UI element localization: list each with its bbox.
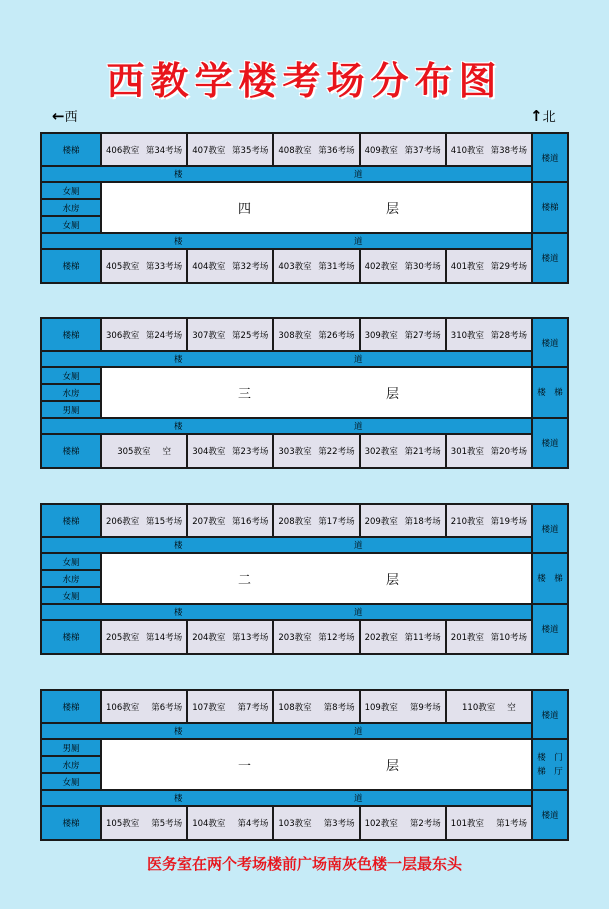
room-number: 404教室 [192, 262, 226, 272]
facility-label [41, 756, 101, 773]
facility-label [41, 587, 101, 604]
stairs-text: 楼梯 [62, 330, 80, 341]
footer-note: 医务室在两个考场楼前广场南灰色楼一层最东头 [146, 855, 462, 873]
stairs-label [532, 367, 568, 418]
exam-room-cell[interactable] [446, 249, 532, 283]
exam-number: 第28考场 [490, 330, 527, 341]
west-direction [52, 106, 78, 125]
stairs-text: 楼 梯 [537, 573, 563, 584]
exam-room-cell[interactable] [273, 249, 359, 283]
facility-text: 男厕 [62, 743, 80, 754]
facility-text: 女厕 [62, 220, 80, 231]
room-number: 304教室 [192, 447, 226, 457]
exam-number: 第36考场 [318, 145, 355, 156]
exam-number: 第11考场 [404, 633, 441, 643]
room-number: 206教室 [106, 516, 140, 527]
room-number: 104教室 [192, 819, 226, 829]
exam-number: 第37考场 [404, 145, 441, 156]
facility-label [41, 199, 101, 216]
exam-room-cell[interactable] [446, 504, 532, 537]
corridor-text: 楼道 [541, 524, 559, 535]
exam-room-cell[interactable] [446, 620, 532, 654]
exam-room-cell[interactable] [101, 806, 187, 840]
stairs-label [41, 434, 101, 468]
room-number: 308教室 [278, 330, 312, 341]
stairs-label [41, 690, 101, 723]
floor-suffix: 层 [386, 202, 400, 217]
room-number: 203教室 [278, 633, 312, 643]
facility-label [41, 367, 101, 384]
room-number: 408教室 [278, 145, 312, 156]
exam-room-cell[interactable] [187, 318, 273, 351]
exam-number: 第18考场 [404, 516, 441, 527]
page-title: 西教学楼考场分布图 [106, 59, 503, 103]
room-number: 401教室 [450, 262, 485, 272]
stairs-text: 楼梯 [62, 516, 80, 527]
corridor-text: 楼 [174, 422, 183, 432]
exam-room-cell[interactable] [273, 806, 359, 840]
exam-room-cell[interactable] [101, 620, 187, 654]
exam-number: 第13考场 [232, 633, 269, 643]
north-direction [530, 106, 556, 125]
exam-number: 第26考场 [318, 330, 355, 341]
corridor-text: 楼道 [541, 338, 559, 349]
exam-number: 第14考场 [145, 633, 183, 643]
facility-label [41, 182, 101, 199]
room-number: 107教室 [192, 702, 226, 713]
corridor-strip [41, 537, 532, 553]
stairs-text: 楼梯 [62, 819, 80, 829]
exam-number: 第6考场 [151, 702, 183, 713]
room-number: 108教室 [278, 702, 312, 713]
corridor-label [532, 233, 568, 283]
exam-room-cell[interactable] [446, 690, 532, 723]
exam-number: 第5考场 [151, 819, 183, 829]
exam-number: 第1考场 [496, 819, 527, 829]
exam-number: 第15考场 [145, 516, 183, 527]
corridor-text: 楼 [174, 237, 183, 247]
exam-number: 第17考场 [318, 516, 355, 527]
corridor-label [532, 504, 568, 553]
floor-plan [40, 317, 569, 469]
exam-room-cell[interactable] [446, 133, 532, 166]
corridor-strip [41, 604, 532, 620]
corridor-strip [41, 351, 532, 367]
room-number: 406教室 [106, 145, 140, 156]
exam-number: 第24考场 [145, 330, 183, 341]
facility-label [41, 384, 101, 401]
exam-room-cell[interactable] [273, 318, 359, 351]
room-number: 202教室 [364, 633, 398, 643]
corridor-text: 楼道 [541, 710, 559, 721]
room-number: 306教室 [106, 330, 140, 341]
room-number: 303教室 [278, 447, 312, 457]
exam-number: 空 [162, 447, 171, 457]
floor-plan [40, 689, 569, 841]
exam-room-cell[interactable] [446, 318, 532, 351]
exam-number: 第9考场 [409, 702, 441, 713]
floor-label [101, 367, 532, 418]
room-number: 101教室 [450, 819, 485, 829]
corridor-text: 道 [354, 422, 363, 432]
exam-number: 第20考场 [490, 447, 527, 457]
exam-room-cell[interactable] [273, 620, 359, 654]
room-number: 403教室 [278, 262, 312, 272]
corridor-strip [41, 418, 532, 434]
room-number: 103教室 [278, 819, 312, 829]
room-number: 410教室 [450, 145, 485, 156]
room-number: 309教室 [364, 330, 398, 341]
exam-room-cell[interactable] [360, 434, 446, 468]
floor-number: 一 [238, 759, 252, 774]
corridor-text: 楼道 [541, 625, 559, 635]
exam-number: 第10考场 [490, 633, 527, 643]
stairs-text: 楼梯 [541, 202, 559, 213]
room-number: 208教室 [278, 516, 312, 527]
exam-room-cell[interactable] [273, 133, 359, 166]
stairs-label [532, 553, 568, 604]
stairs-label [41, 806, 101, 840]
exam-number: 第16考场 [232, 516, 269, 527]
floor-plan [40, 132, 569, 284]
stairs-text: 楼梯 [62, 702, 80, 713]
exam-room-cell[interactable] [446, 434, 532, 468]
facility-text: 水房 [62, 203, 80, 214]
stairs-label [41, 620, 101, 654]
room-number: 109教室 [364, 702, 398, 713]
corridor-text: 楼道 [541, 811, 559, 821]
room-number: 102教室 [364, 819, 398, 829]
room-number: 105教室 [106, 819, 140, 829]
facility-text: 水房 [62, 760, 80, 771]
stairs-label [41, 318, 101, 351]
facility-text: 水房 [62, 388, 80, 399]
stairs-text: 楼梯 [62, 145, 80, 156]
exam-number: 第22考场 [318, 447, 355, 457]
corridor-text: 道 [354, 727, 363, 737]
exam-number: 第29考场 [490, 262, 527, 272]
facility-label [41, 553, 101, 570]
facility-text: 女厕 [62, 777, 80, 788]
exam-number: 第19考场 [490, 516, 527, 527]
exam-room-cell[interactable] [187, 504, 273, 537]
room-number: 310教室 [450, 330, 485, 341]
corridor-text: 楼 [174, 727, 183, 737]
exam-room-cell[interactable] [360, 690, 446, 723]
exam-number: 第23考场 [232, 447, 269, 457]
stairs-label [532, 739, 568, 790]
corridor-label [532, 318, 568, 367]
corridor-label [532, 604, 568, 654]
stairs-text: 楼 梯 [537, 387, 563, 398]
corridor-label [532, 690, 568, 739]
exam-room-cell[interactable] [101, 249, 187, 283]
exam-number: 第38考场 [490, 145, 527, 156]
facility-text: 女厕 [62, 557, 80, 568]
exam-room-cell[interactable] [101, 690, 187, 723]
exam-room-cell[interactable] [273, 504, 359, 537]
stairs-label [41, 504, 101, 537]
north-label: 北 [542, 110, 556, 125]
exam-room-cell[interactable] [360, 133, 446, 166]
room-number: 409教室 [364, 145, 398, 156]
room-number: 405教室 [106, 262, 140, 272]
stairs-text: 楼梯 [62, 633, 80, 643]
corridor-text: 楼道 [541, 153, 559, 164]
arrow-up-icon: ↑ [530, 107, 543, 125]
exam-number: 第25考场 [232, 330, 269, 341]
facility-text: 女厕 [62, 186, 80, 197]
exam-room-cell[interactable] [273, 690, 359, 723]
floor-label [101, 739, 532, 790]
floor-label [101, 182, 532, 233]
exam-room-cell[interactable] [446, 806, 532, 840]
stairs-label [41, 249, 101, 283]
room-number: 407教室 [192, 145, 226, 156]
corridor-text: 道 [354, 170, 363, 180]
room-number: 301教室 [450, 447, 485, 457]
facility-label [41, 216, 101, 233]
exam-number: 第31考场 [318, 262, 355, 272]
exam-room-cell[interactable] [187, 620, 273, 654]
exam-number: 第3考场 [323, 819, 355, 829]
exam-room-cell[interactable] [360, 504, 446, 537]
exam-number: 第35考场 [232, 145, 269, 156]
exam-number: 第21考场 [404, 447, 441, 457]
corridor-strip [41, 233, 532, 249]
corridor-text: 楼 [174, 355, 183, 365]
floor-suffix: 层 [386, 573, 400, 588]
corridor-text: 楼道 [541, 254, 559, 264]
room-number: 106教室 [106, 702, 140, 713]
exam-number: 空 [507, 702, 516, 713]
corridor-text: 道 [354, 794, 363, 804]
exam-room-cell[interactable] [187, 249, 273, 283]
stairs-text: 楼 门 梯 厅 [537, 752, 563, 777]
room-number: 302教室 [364, 447, 398, 457]
corridor-text: 楼 [174, 794, 183, 804]
stairs-label [41, 133, 101, 166]
corridor-strip [41, 790, 532, 806]
corridor-text: 楼 [174, 170, 183, 180]
stairs-text: 楼梯 [62, 447, 80, 457]
corridor-strip [41, 723, 532, 739]
room-number: 207教室 [192, 516, 226, 527]
room-number: 209教室 [364, 516, 398, 527]
corridor-text: 道 [354, 541, 363, 551]
exam-number: 第7考场 [237, 702, 269, 713]
exam-room-cell[interactable] [101, 318, 187, 351]
facility-text: 男厕 [62, 405, 80, 416]
floor-plan [40, 503, 569, 655]
exam-number: 第27考场 [404, 330, 441, 341]
room-number: 305教室 [117, 447, 151, 457]
corridor-label [532, 418, 568, 468]
stairs-text: 楼梯 [62, 262, 80, 272]
room-number: 307教室 [192, 330, 226, 341]
exam-number: 第8考场 [323, 702, 355, 713]
corridor-text: 楼 [174, 541, 183, 551]
exam-number: 第4考场 [237, 819, 269, 829]
facility-text: 女厕 [62, 591, 80, 602]
facility-text: 女厕 [62, 371, 80, 382]
exam-room-cell[interactable] [101, 434, 187, 468]
exam-room-cell[interactable] [360, 318, 446, 351]
stairs-label [532, 182, 568, 233]
exam-room-cell[interactable] [273, 434, 359, 468]
floor-number: 四 [238, 202, 252, 217]
exam-room-cell[interactable] [360, 806, 446, 840]
facility-label [41, 739, 101, 756]
exam-number: 第2考场 [409, 819, 441, 829]
corridor-label [532, 133, 568, 182]
exam-room-cell[interactable] [101, 133, 187, 166]
exam-number: 第32考场 [232, 262, 269, 272]
corridor-text: 楼道 [541, 439, 559, 449]
exam-number: 第30考场 [404, 262, 441, 272]
room-number: 204教室 [192, 633, 226, 643]
corridor-strip [41, 166, 532, 182]
exam-room-cell[interactable] [187, 690, 273, 723]
facility-label [41, 570, 101, 587]
floor-suffix: 层 [386, 387, 400, 402]
floor-suffix: 层 [386, 759, 400, 774]
corridor-text: 道 [354, 237, 363, 247]
exam-number: 第12考场 [318, 633, 355, 643]
exam-room-cell[interactable] [187, 434, 273, 468]
room-number: 210教室 [450, 516, 485, 527]
corridor-label [532, 790, 568, 840]
room-number: 205教室 [106, 633, 140, 643]
exam-number: 第34考场 [145, 145, 183, 156]
corridor-text: 楼 [174, 608, 183, 618]
exam-room-cell[interactable] [187, 806, 273, 840]
west-label: 西 [64, 110, 78, 125]
exam-room-cell[interactable] [360, 249, 446, 283]
floor-label [101, 553, 532, 604]
exam-room-cell[interactable] [360, 620, 446, 654]
exam-room-cell[interactable] [101, 504, 187, 537]
room-number: 110教室 [462, 702, 496, 713]
arrow-left-icon: ← [52, 107, 65, 125]
corridor-text: 道 [354, 355, 363, 365]
facility-label [41, 773, 101, 790]
exam-room-cell[interactable] [187, 133, 273, 166]
floor-number: 三 [238, 387, 252, 402]
facility-text: 水房 [62, 574, 80, 585]
corridor-text: 道 [354, 608, 363, 618]
facility-label [41, 401, 101, 418]
room-number: 201教室 [450, 633, 485, 643]
room-number: 402教室 [364, 262, 398, 272]
exam-number: 第33考场 [145, 262, 183, 272]
floor-number: 二 [238, 573, 252, 588]
